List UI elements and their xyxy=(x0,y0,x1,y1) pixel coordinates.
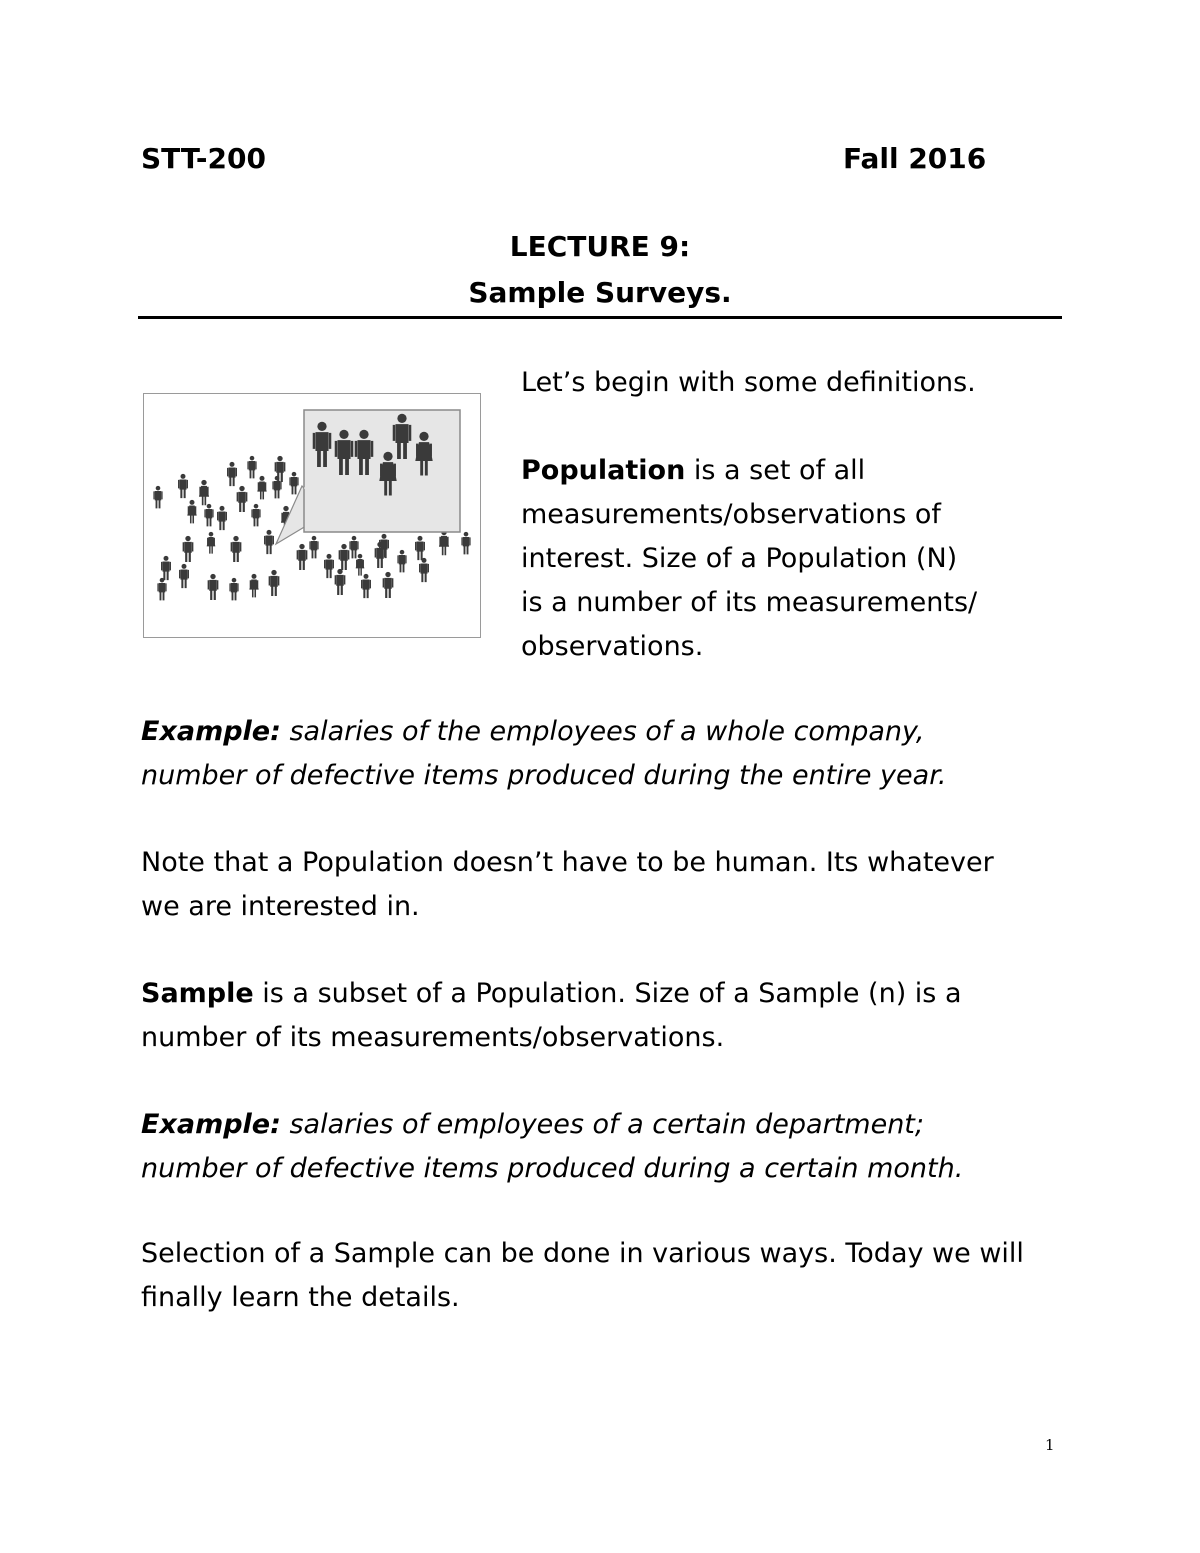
person-icon xyxy=(247,456,256,478)
person-icon xyxy=(179,564,189,588)
population-text-4: is a number of its measurements/ xyxy=(521,587,978,618)
sample-text-2: number of its measurements/observations. xyxy=(141,1022,725,1053)
note-text-2: we are interested in. xyxy=(141,891,420,922)
person-icon xyxy=(187,500,196,524)
person-icon xyxy=(178,474,188,498)
person-icon xyxy=(324,554,334,578)
person-icon xyxy=(415,536,425,560)
term-label: Fall 2016 xyxy=(843,142,987,175)
person-icon xyxy=(272,476,281,498)
person-icon xyxy=(297,544,308,570)
person-icon xyxy=(217,506,227,530)
people-crowd-graphic xyxy=(144,394,482,639)
person-icon xyxy=(153,486,162,508)
person-icon xyxy=(231,536,242,562)
person-icon xyxy=(339,544,350,570)
person-icon xyxy=(289,472,298,494)
population-term: Population xyxy=(521,455,686,486)
selection-paragraph xyxy=(141,1232,1071,1320)
intro-text: Let’s begin with some definitions. xyxy=(521,367,976,398)
sample-text-1: is a subset of a Population. Size of a Sample (n) is a xyxy=(253,978,962,1009)
selection-text-2: finally learn the details. xyxy=(141,1282,460,1313)
person-icon xyxy=(335,569,346,595)
person-icon xyxy=(397,550,406,572)
course-code: STT-200 xyxy=(141,142,266,175)
sample-example xyxy=(141,1103,1071,1191)
person-icon xyxy=(419,558,429,582)
person-icon xyxy=(229,578,238,600)
sample-term: Sample xyxy=(141,978,254,1009)
population-text-2: measurements/observations of xyxy=(521,499,941,530)
person-icon xyxy=(227,462,237,486)
person-icon xyxy=(361,574,371,598)
example-label: Example: xyxy=(141,716,281,747)
page-number: 1 xyxy=(1045,1436,1055,1454)
lecture-title: Sample Surveys. xyxy=(468,276,732,309)
person-icon xyxy=(257,476,266,500)
intro-paragraph xyxy=(521,361,1041,405)
person-icon xyxy=(207,532,216,554)
example1-text-1: salaries of the employees of a whole company, xyxy=(280,716,925,747)
population-text-3: interest. Size of a Population (N) xyxy=(521,543,958,574)
person-icon xyxy=(204,504,213,526)
selection-text-1: Selection of a Sample can be done in various ways. Today we will xyxy=(141,1238,1024,1269)
note-text-1: Note that a Population doesn’t have to be human. Its whatever xyxy=(141,847,994,878)
population-definition xyxy=(521,449,1041,669)
example1-text-2: number of defective items produced during the entire year. xyxy=(141,760,947,791)
person-icon xyxy=(264,530,274,554)
person-icon xyxy=(237,486,248,512)
population-note xyxy=(141,841,1071,929)
title-divider xyxy=(138,316,1062,319)
lecture-number: LECTURE 9: xyxy=(509,230,691,263)
person-icon xyxy=(251,504,260,526)
person-icon xyxy=(183,536,194,562)
population-example xyxy=(141,710,1071,798)
population-text-5: observations. xyxy=(521,631,704,662)
example2-text-2: number of defective items produced during a certain month. xyxy=(141,1153,964,1184)
person-icon xyxy=(157,578,166,600)
person-icon xyxy=(349,536,358,558)
example-label: Example: xyxy=(141,1109,281,1140)
person-icon xyxy=(356,554,365,576)
person-icon xyxy=(309,536,318,558)
person-icon xyxy=(461,532,470,554)
population-sample-illustration xyxy=(143,393,481,638)
person-icon xyxy=(383,572,394,598)
person-icon xyxy=(439,530,449,555)
sample-definition xyxy=(141,972,1071,1060)
person-icon xyxy=(161,556,171,580)
population-text-1: is a set of all xyxy=(685,455,866,486)
person-icon xyxy=(269,570,280,596)
example2-text-1: salaries of employees of a certain department; xyxy=(280,1109,924,1140)
person-icon xyxy=(199,480,209,505)
person-icon xyxy=(249,574,258,598)
person-icon xyxy=(208,574,219,600)
